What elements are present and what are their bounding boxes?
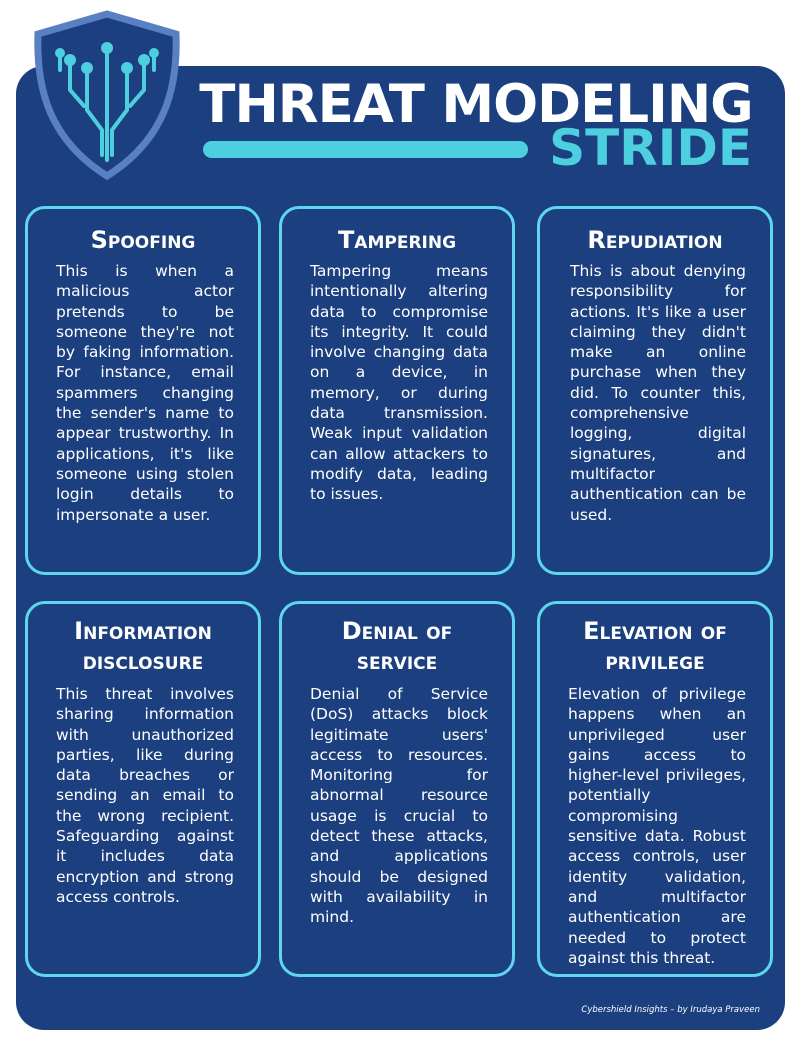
card-title: Spoofing bbox=[90, 226, 196, 254]
card-elevation-of-privilege bbox=[537, 601, 773, 977]
card-text: This is about denying responsibility for actions. It's like a user claiming they didn't make an online purchase when they did. To counter this, comprehensive logging, digital signatures, and multifactor authentication can be used. bbox=[570, 262, 746, 524]
card-title-line2: privilege bbox=[605, 647, 705, 675]
card-text: Elevation of privilege happens when an unprivileged user gains access to higher-level privileges, potentially compromising sensitive data. Robust access controls, user identity validation, and multifactor authentication are needed to protect against this threat. bbox=[568, 685, 746, 967]
card-text: This threat involves sharing information with unauthorized parties, like during data breaches or sending an email to the wrong recipient. Safeguarding against it includes data encryption and strong access controls. bbox=[56, 685, 234, 906]
card-denial-of-service bbox=[279, 601, 515, 977]
card-title-line1: Information bbox=[74, 617, 212, 645]
subtitle-bar bbox=[203, 141, 528, 158]
card-title: Repudiation bbox=[587, 226, 723, 254]
card-spoofing bbox=[25, 206, 261, 575]
card-information-disclosure bbox=[25, 601, 261, 977]
card-tampering bbox=[279, 206, 515, 575]
card-title-line2: service bbox=[356, 647, 438, 675]
card-repudiation bbox=[537, 206, 773, 575]
card-title-line1: Elevation of bbox=[583, 617, 727, 645]
shield-circuit-icon bbox=[32, 10, 182, 180]
card-title-line1: Denial of bbox=[341, 617, 453, 645]
card-text: Tampering means intentionally altering data to compromise its integrity. It could involve changing data on a device, in memory, or during data transmission. Weak input validation can allow attackers to modify data, leading to issues. bbox=[310, 262, 488, 504]
page-title: THREAT MODELING bbox=[199, 74, 753, 135]
page-subtitle: STRIDE bbox=[549, 119, 752, 177]
card-text: Denial of Service (DoS) attacks block legitimate users' access to resources. Monitoring for abnormal resource usage is crucial to detect these attacks, and applications should be designed with availability in mind. bbox=[310, 685, 488, 927]
card-title-line2: disclosure bbox=[82, 647, 204, 675]
card-title: Tampering bbox=[337, 226, 457, 254]
card-text: This is when a malicious actor pretends to be someone they're not by faking information. For instance, email spammers changing the sender's name to appear trustworthy. In applications, it's like someone using stolen login details to impersonate a user. bbox=[56, 262, 234, 524]
footer-credit: Cybershield Insights – by Irudaya Praveen bbox=[581, 1005, 760, 1015]
